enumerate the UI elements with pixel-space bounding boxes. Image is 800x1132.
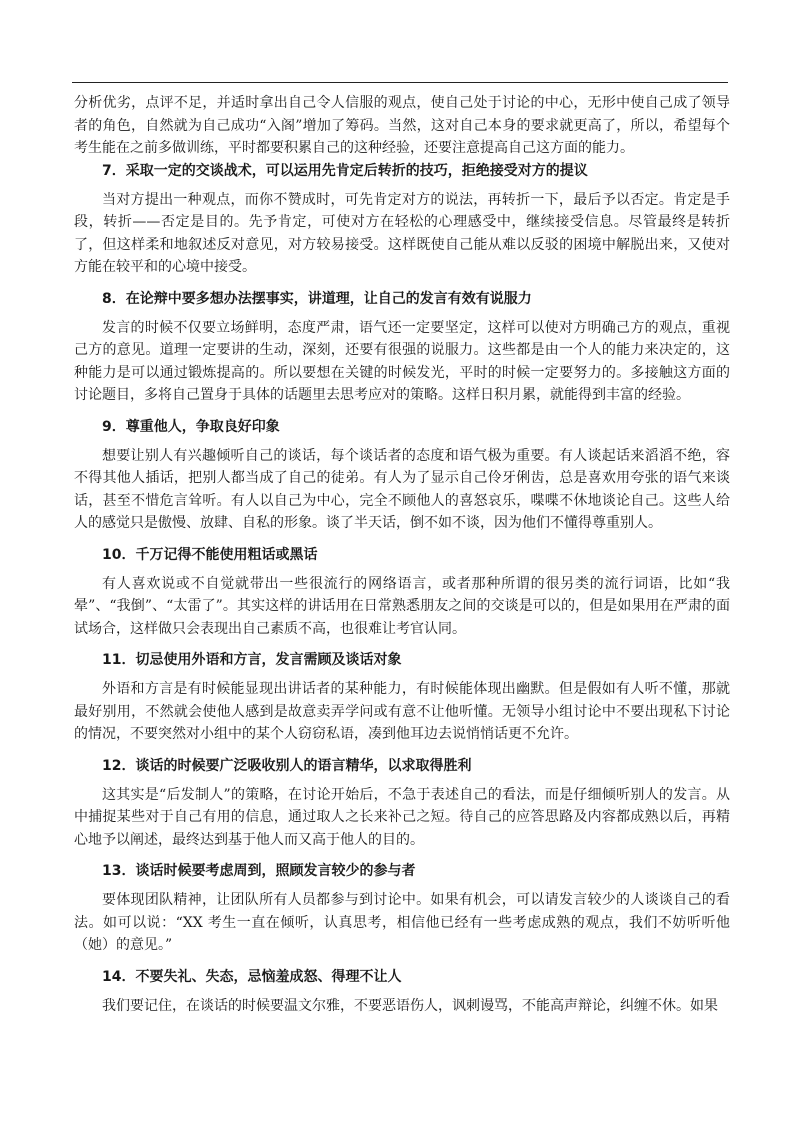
section-body: 有人喜欢说或不自觉就带出一些很流行的网络语言，或者那种所谓的很另类的流行词语，比如“我晕”、“我倒”、“太雷了”。其实这样的讲话用在日常熟悉朋友之间的交谈是可以的，但是如果用在严肃的面试场合，这样做只会表现出自己素质不高，也很难让考官认同。 (74, 575, 730, 637)
section-10 (74, 544, 730, 641)
section-body: 想要让别人有兴趣倾听自己的谈话，每个谈话者的态度和语气极为重要。有人谈起话来滔滔不绝，容不得其他人插话，把别人都当成了自己的徒弟。有人为了显示自己伶牙俐齿，总是喜欢用夸张的语气来谈话，甚至不惜危言耸听。有人以自己为中心，完全不顾他人的喜怒哀乐，喋喋不休地谈论自己。这些人给人的感觉只是傲慢、放肆、自私的形象。谈了半天话，倒不如不谈，因为他们不懂得尊重别人。 (74, 447, 730, 531)
section-14 (74, 966, 730, 1018)
section-11 (74, 649, 730, 746)
section-body: 这其实是“后发制人”的策略，在讨论开始后，不急于表述自己的看法，而是仔细倾听别人的发言。从中捕捉某些对于自己有用的信息，通过取人之长来补己之短。待自己的应答思路及内容都成熟以后，再精心地予以阐述，最终达到基于他人而又高于他人的目的。 (74, 786, 730, 848)
section-13 (74, 860, 730, 957)
section-9 (74, 416, 730, 535)
section-heading: 14．不要失礼、失态，忌恼羞成怒、得理不让人 (102, 968, 402, 985)
section-heading: 9．尊重他人，争取良好印象 (102, 418, 280, 435)
section-body: 发言的时候不仅要立场鲜明，态度严肃，语气还一定要坚定，这样可以使对方明确己方的观点，重视己方的意见。道理一定要讲的生动，深刻，还要有很强的说服力。这些都是由一个人的能力来决定的，这种能力是可以通过锻炼提高的。所以要想在关键的时候发光，平时的时候一定要努力的。多接触这方面的讨论题目，多将自己置身于具体的话题里去思考应对的策略。这样日积月累，就能得到丰富的经验。 (74, 319, 730, 403)
section-12 (74, 755, 730, 852)
section-heading: 12．谈话的时候要广泛吸收别人的语言精华，以求取得胜利 (102, 757, 472, 774)
section-heading: 13．谈话时候要考虑周到，照顾发言较少的参与者 (102, 863, 416, 879)
section-8 (74, 288, 730, 407)
header-rule (72, 82, 728, 83)
section-7 (74, 160, 730, 279)
intro-paragraph: 分析优劣，点评不足，并适时拿出自己令人信服的观点，使自己处于讨论的中心，无形中使自己成了领导者的角色，自然就为自己成功“入阁”增加了筹码。当然，这对自己本身的要求就更高了，所以，希望每个考生能在之前多做训练，平时都要积累自己的这种经验，还要注意提高自己这方面的能力。 (74, 95, 730, 156)
section-heading: 10．千万记得不能使用粗话或黑话 (102, 546, 318, 563)
document-body (74, 92, 730, 1017)
section-body: 外语和方言是有时候能显现出讲话者的某种能力，有时候能体现出幽默。但是假如有人听不懂，那就最好别用，不然就会使他人感到是故意卖弄学问或有意不让他听懂。无领导小组讨论中不要出现私下讨论的情况，不要突然对小组中的某个人窃窃私语，凑到他耳边去说悄悄话更不允许。 (74, 681, 730, 742)
section-body: 当对方提出一种观点，而你不赞成时，可先肯定对方的说法，再转折一下，最后予以否定。肯定是手段，转折——否定是目的。先予肯定，可使对方在轻松的心理感受中，继续接受信息。尽管最终是转折了，但这样柔和地叙述反对意见，对方较易接受。这样既使自己能从难以反驳的困境中解脱出来，又使对方能在较平和的心境中接受。 (74, 191, 730, 275)
section-body: 我们要记住，在谈话的时候要温文尔雅，不要恶语伤人，讽刺谩骂，不能高声辩论，纠缠不休。如果 (102, 997, 718, 1014)
section-heading: 7．采取一定的交谈战术，可以运用先肯定后转折的技巧，拒绝接受对方的提议 (102, 162, 588, 179)
section-heading: 11．切忌使用外语和方言，发言需顾及谈话对象 (102, 652, 402, 668)
section-heading: 8．在论辩中要多想办法摆事实，讲道理，让自己的发言有效有说服力 (102, 290, 532, 307)
section-body: 要体现团队精神，让团队所有人员都参与到讨论中。如果有机会，可以请发言较少的人谈谈自己的看法。如可以说：“XX 考生一直在倾听，认真思考，相信他已经有一些考虑成熟的观点，我们不妨听听他（她）的意见。” (74, 892, 730, 953)
